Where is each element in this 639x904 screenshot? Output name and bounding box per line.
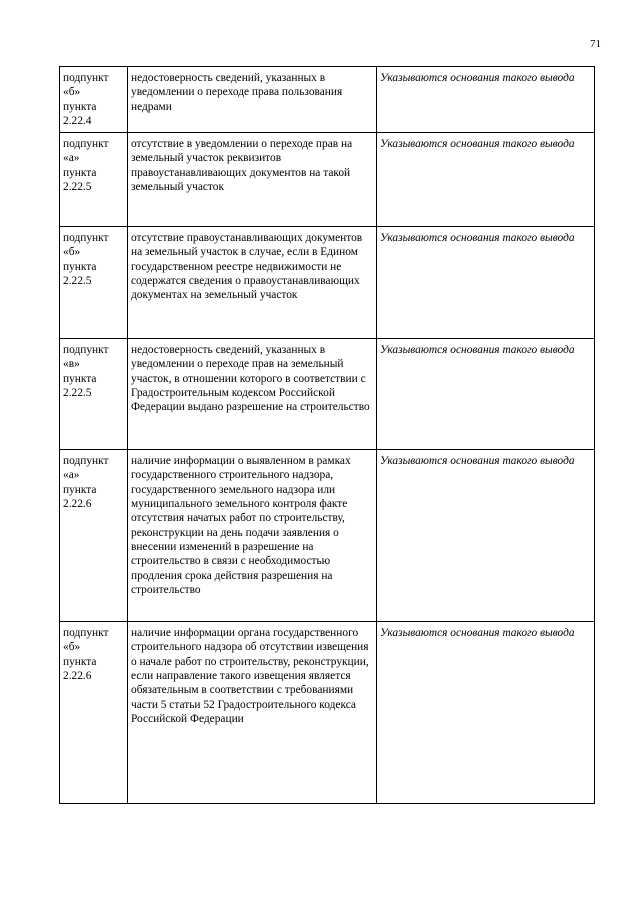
table-row bbox=[60, 339, 595, 450]
ref-line: 2.22.5 bbox=[63, 275, 92, 288]
note-cell: Указываются основания такого вывода bbox=[377, 622, 595, 804]
ref-line: пункта bbox=[63, 655, 97, 668]
ref-cell bbox=[60, 339, 128, 450]
ref-cell bbox=[60, 622, 128, 804]
ref-line: пункта bbox=[63, 166, 97, 179]
page-number: 71 bbox=[590, 38, 601, 50]
ref-cell bbox=[60, 133, 128, 227]
note-cell: Указываются основания такого вывода bbox=[377, 67, 595, 133]
ref-line: пункта bbox=[63, 372, 97, 385]
note-cell: Указываются основания такого вывода bbox=[377, 339, 595, 450]
ref-line: 2.22.5 bbox=[63, 181, 92, 194]
grounds-table bbox=[59, 66, 595, 804]
description-cell: недостоверность сведений, указанных в уведомлении о переходе права пользования недрами bbox=[128, 67, 377, 133]
description-cell: наличие информации о выявленном в рамках государственного строительного надзора, государственного земельного надзора или муниципального земельного контроля факте отсутствия начатых работ по строительству, реконструкции на день подачи заявления о внесении изменений в разрешение на строительство в связи с необходимостью продления срока действия разрешения на строительство bbox=[128, 450, 377, 622]
ref-line: «а» bbox=[63, 152, 80, 165]
table-row bbox=[60, 67, 595, 133]
description-cell: наличие информации органа государственного строительного надзора об отсутствии извещения о начале работ по строительству, реконструкции, если направление такого извещения является обязательным в соответствии с требованиями части 5 статьи 52 Градостроительного кодекса Российской Федерации bbox=[128, 622, 377, 804]
ref-line: подпункт bbox=[63, 627, 109, 640]
ref-line: «а» bbox=[63, 469, 80, 482]
ref-line: «б» bbox=[63, 641, 81, 654]
ref-line: «б» bbox=[63, 246, 81, 259]
ref-line: пункта bbox=[63, 483, 97, 496]
ref-line: 2.22.6 bbox=[63, 670, 92, 683]
ref-line: 2.22.4 bbox=[63, 114, 92, 127]
note-cell: Указываются основания такого вывода bbox=[377, 133, 595, 227]
table-row bbox=[60, 450, 595, 622]
ref-line: подпункт bbox=[63, 138, 109, 151]
ref-cell bbox=[60, 67, 128, 133]
ref-line: подпункт bbox=[63, 72, 109, 84]
ref-line: подпункт bbox=[63, 455, 109, 468]
description-cell: недостоверность сведений, указанных в уведомлении о переходе прав на земельный участок, в отношении которого в соответствии с Градостроительным кодексом Российской Федерации выдано разрешение на строительство bbox=[128, 339, 377, 450]
ref-line: 2.22.5 bbox=[63, 387, 92, 400]
ref-line: пункта bbox=[63, 100, 97, 113]
note-cell: Указываются основания такого вывода bbox=[377, 450, 595, 622]
ref-cell bbox=[60, 227, 128, 339]
table-row bbox=[60, 622, 595, 804]
ref-line: 2.22.6 bbox=[63, 498, 92, 511]
description-cell: отсутствие правоустанавливающих документов на земельный участок в случае, если в Едином государственном реестре недвижимости не содержатся сведения о правоустанавливающих документах на земельный участок bbox=[128, 227, 377, 339]
table-row bbox=[60, 133, 595, 227]
table-row bbox=[60, 227, 595, 339]
note-cell: Указываются основания такого вывода bbox=[377, 227, 595, 339]
description-cell: отсутствие в уведомлении о переходе прав на земельный участок реквизитов правоустанавливающих документов на такой земельный участок bbox=[128, 133, 377, 227]
ref-line: «б» bbox=[63, 86, 81, 99]
ref-line: пункта bbox=[63, 260, 97, 273]
ref-line: подпункт bbox=[63, 344, 109, 357]
ref-line: «в» bbox=[63, 358, 80, 371]
ref-cell bbox=[60, 450, 128, 622]
ref-line: подпункт bbox=[63, 232, 109, 245]
